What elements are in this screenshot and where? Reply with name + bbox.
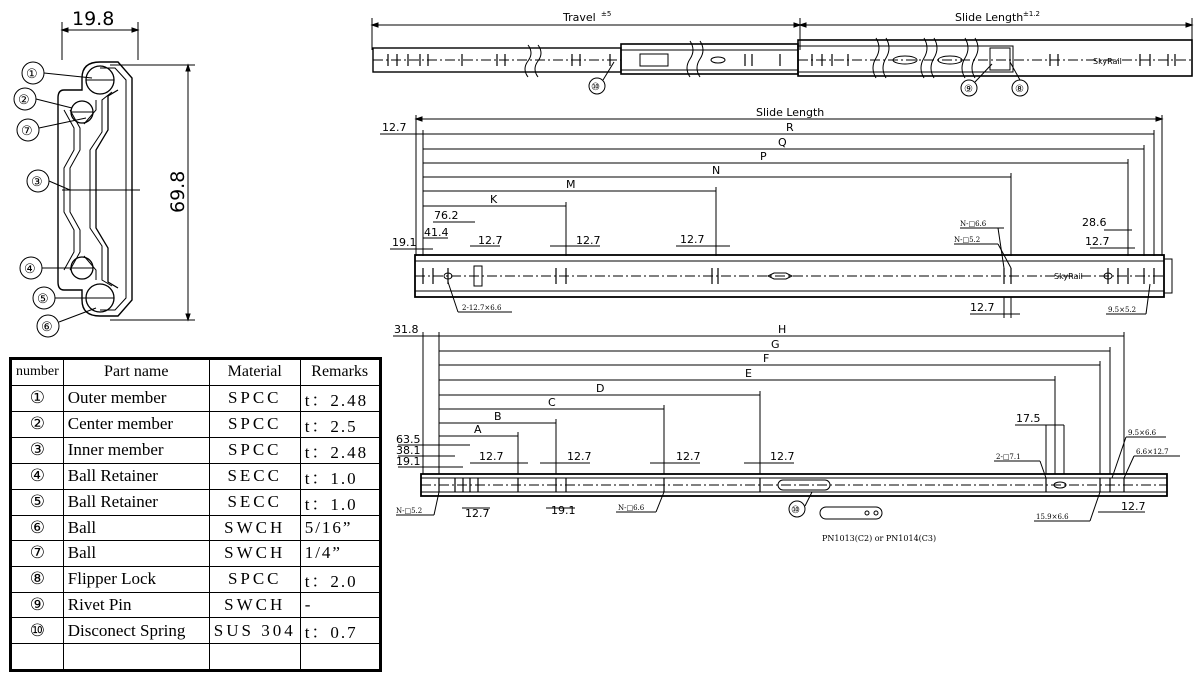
brand-top: SkyRail (1093, 57, 1122, 66)
part-material (209, 644, 300, 671)
callout-10-bottom: ⑩ (791, 505, 800, 516)
part-remarks: t：0.7 (300, 618, 380, 644)
note-9-5x5-2: 9.5×5.2 (1108, 306, 1137, 314)
table-row (11, 489, 381, 515)
part-name: Flipper Lock (63, 566, 209, 592)
callout-8: ⑧ (1015, 84, 1024, 95)
dim-38-1: 38.1 (396, 444, 421, 457)
part-number: ⑨ (11, 592, 64, 618)
part-number: ⑦ (11, 541, 64, 567)
note-n-5-2-bot: N-□5.2 (396, 507, 423, 515)
part-name: Inner member (63, 437, 209, 463)
table-row (11, 515, 381, 541)
table-row (11, 411, 381, 437)
note-2-12-7x6-6: 2-12.7×6.6 (462, 304, 502, 312)
part-number: ⑥ (11, 515, 64, 541)
part-remarks: 5/16” (300, 515, 380, 541)
dim-N: N (712, 164, 721, 177)
slide-length-label-mid: Slide Length (756, 106, 825, 119)
callout-10-top: ⑩ (591, 82, 600, 93)
dim-A: A (474, 423, 482, 436)
table-row (11, 463, 381, 489)
dim-E: E (745, 367, 752, 380)
note-n-6-6-mid: N-□6.6 (960, 220, 987, 228)
travel-tolerance: ±5 (601, 10, 612, 18)
header-remarks: Remarks (300, 359, 380, 386)
dim-19-1-left: 19.1 (396, 455, 421, 468)
bottom-inner-view (393, 323, 1180, 543)
part-number: ③ (11, 437, 64, 463)
slide-length-label-top: Slide Length (955, 11, 1024, 24)
dim-F: F (763, 352, 770, 365)
part-number: ② (11, 411, 64, 437)
part-remarks (300, 644, 380, 671)
part-remarks: - (300, 592, 380, 618)
part-name (63, 644, 209, 671)
part-name: Outer member (63, 385, 209, 411)
dim-63-5: 63.5 (396, 433, 421, 446)
callout-9: ⑨ (964, 84, 973, 95)
part-remarks: t：2.5 (300, 411, 380, 437)
dim-B: B (494, 410, 502, 423)
dim-12-7-e: 12.7 (970, 301, 995, 314)
part-name: Rivet Pin (63, 592, 209, 618)
callout-4: ④ (24, 262, 36, 277)
part-remarks: t：2.0 (300, 566, 380, 592)
dim-C: C (548, 396, 556, 409)
dim-17-5: 17.5 (1016, 412, 1041, 425)
part-remarks: t：2.48 (300, 437, 380, 463)
parts-table-header (11, 359, 381, 386)
part-material: SPCC (209, 385, 300, 411)
header-number: number (11, 359, 64, 386)
dim-12-7-start: 12.7 (382, 121, 407, 134)
note-9-5x6-6: 9.5×6.6 (1128, 429, 1157, 437)
table-row (11, 541, 381, 567)
table-row (11, 592, 381, 618)
part-material: SPCC (209, 566, 300, 592)
callout-3: ③ (31, 175, 43, 190)
part-remarks: 1/4” (300, 541, 380, 567)
dim-28-6: 28.6 (1082, 216, 1107, 229)
dim-12-7-k: 12.7 (1121, 500, 1146, 513)
brand-mid: SkyRail (1054, 272, 1083, 281)
note-15-9x6-6: 15.9×6.6 (1036, 513, 1069, 521)
dim-12-7-b: 12.7 (576, 234, 601, 247)
dim-76-2: 76.2 (434, 209, 459, 222)
callout-7: ⑦ (21, 124, 33, 139)
note-n-6-6-bot: N-□6.6 (618, 504, 645, 512)
part-name: Ball Retainer (63, 463, 209, 489)
part-remarks: t：1.0 (300, 489, 380, 515)
table-row (11, 566, 381, 592)
dim-R: R (786, 121, 794, 134)
part-number: ④ (11, 463, 64, 489)
part-number: ⑩ (11, 618, 64, 644)
table-row (11, 644, 381, 671)
dim-12-7-c: 12.7 (680, 233, 705, 246)
part-name: Ball (63, 515, 209, 541)
part-material: SPCC (209, 437, 300, 463)
part-number: ⑤ (11, 489, 64, 515)
note-n-5-2-mid: N-□5.2 (954, 236, 981, 244)
dim-12-7-f: 12.7 (479, 450, 504, 463)
note-6-6x12-7: 6.6×12.7 (1136, 448, 1169, 456)
part-name: Ball Retainer (63, 489, 209, 515)
part-name: Center member (63, 411, 209, 437)
part-name: Ball (63, 541, 209, 567)
callout-5: ⑤ (37, 292, 49, 307)
dim-H: H (778, 323, 787, 336)
dim-12-7-d: 12.7 (1085, 235, 1110, 248)
part-remarks: t：2.48 (300, 385, 380, 411)
top-extended-view (372, 10, 1192, 96)
part-material: SUS 304 (209, 618, 300, 644)
table-row (11, 437, 381, 463)
part-remarks: t：1.0 (300, 463, 380, 489)
callout-2: ② (18, 93, 30, 108)
part-number: ⑧ (11, 566, 64, 592)
middle-outer-view (380, 106, 1172, 318)
dim-Q: Q (778, 136, 787, 149)
part-material: SWCH (209, 515, 300, 541)
travel-label: Travel (563, 11, 596, 24)
cross-section (14, 8, 195, 337)
dim-12-7-i: 12.7 (770, 450, 795, 463)
part-material: SECC (209, 489, 300, 515)
callout-1: ① (26, 67, 38, 82)
part-material: SPCC (209, 411, 300, 437)
part-material: SWCH (209, 592, 300, 618)
part-number (11, 644, 64, 671)
dim-K: K (490, 193, 498, 206)
width-dim: 19.8 (72, 8, 115, 30)
part-number: ① (11, 385, 64, 411)
table-row (11, 618, 381, 644)
part-name: Disconect Spring (63, 618, 209, 644)
header-material: Material (209, 359, 300, 386)
table-row (11, 385, 381, 411)
dim-19-1: 19.1 (392, 236, 417, 249)
height-dim: 69.8 (167, 170, 189, 213)
dim-G: G (771, 338, 780, 351)
parts-table (9, 357, 382, 672)
dim-P: P (760, 150, 767, 163)
header-part-name: Part name (63, 359, 209, 386)
dim-31-8: 31.8 (394, 323, 419, 336)
dim-12-7-h: 12.7 (676, 450, 701, 463)
slide-length-tolerance: ±1.2 (1023, 10, 1040, 18)
part-material: SECC (209, 463, 300, 489)
dim-D: D (596, 382, 605, 395)
dim-19-1-b: 19.1 (551, 504, 576, 517)
part-material: SWCH (209, 541, 300, 567)
dim-12-7-a: 12.7 (478, 234, 503, 247)
dim-M: M (566, 178, 576, 191)
callout-6: ⑥ (41, 320, 53, 335)
dim-12-7-j: 12.7 (465, 507, 490, 520)
dim-41-4: 41.4 (424, 226, 449, 239)
spring-note: PN1013(C2) or PN1014(C3) (822, 534, 937, 543)
note-2-7-1: 2-□7.1 (996, 453, 1021, 461)
dim-12-7-g: 12.7 (567, 450, 592, 463)
